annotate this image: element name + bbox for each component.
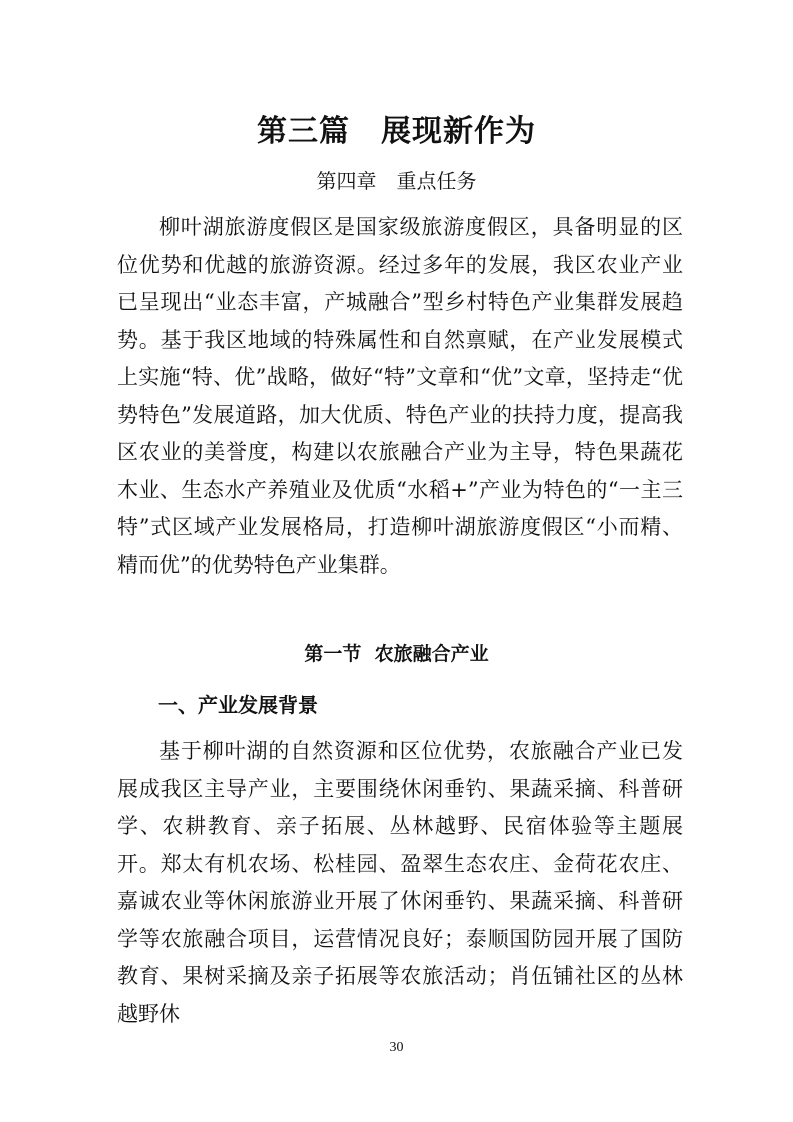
intro-paragraph-block bbox=[117, 209, 683, 584]
subsection-title: 一、产业发展背景 bbox=[158, 693, 318, 717]
part-title: 第三篇 展现新作为 bbox=[257, 114, 536, 149]
section-title: 第一节 农旅融合产业 bbox=[304, 643, 489, 665]
page-number: 30 bbox=[389, 1040, 404, 1055]
chapter-title: 第四章 重点任务 bbox=[316, 169, 477, 193]
intro-paragraph: 柳叶湖旅游度假区是国家级旅游度假区，具备明显的区位优势和优越的旅游资源。经过多年的发展，我区农业产业已呈现出“业态丰富，产城融合”型乡村特色产业集群发展趋势。基于我区地域的特殊属性和自然禀赋，在产业发展模式上实施“特、优”战略，做好“特”文章和“优”文章，坚持走“优势特色”发展道路，加大优质、特色产业的扶持力度，提高我区农业的美誉度，构建以农旅融合产业为主导，特色果蔬花木业、生态水产养殖业及优质“水稻+”产业为特色的“一主三特”式区域产业发展格局，打造柳叶湖旅游度假区“小而精、精而优”的优势特色产业集群。 bbox=[117, 215, 683, 577]
background-paragraph: 基于柳叶湖的自然资源和区位优势，农旅融合产业已发展成我区主导产业，主要围绕休闲垂钓、果蔬采摘、科普研学、农耕教育、亲子拓展、丛林越野、民宿体验等主题展开。郑太有机农场、松桂园、盈翠生态农庄、金荷花农庄、嘉诚农业等休闲旅游业开展了休闲垂钓、果蔬采摘、科普研学等农旅融合项目，运营情况良好；泰顺国防园开展了国防教育、果树采摘及亲子拓展等农旅活动；肖伍铺社区的丛林越野休 bbox=[117, 739, 683, 1026]
background-paragraph-block bbox=[117, 733, 683, 1033]
